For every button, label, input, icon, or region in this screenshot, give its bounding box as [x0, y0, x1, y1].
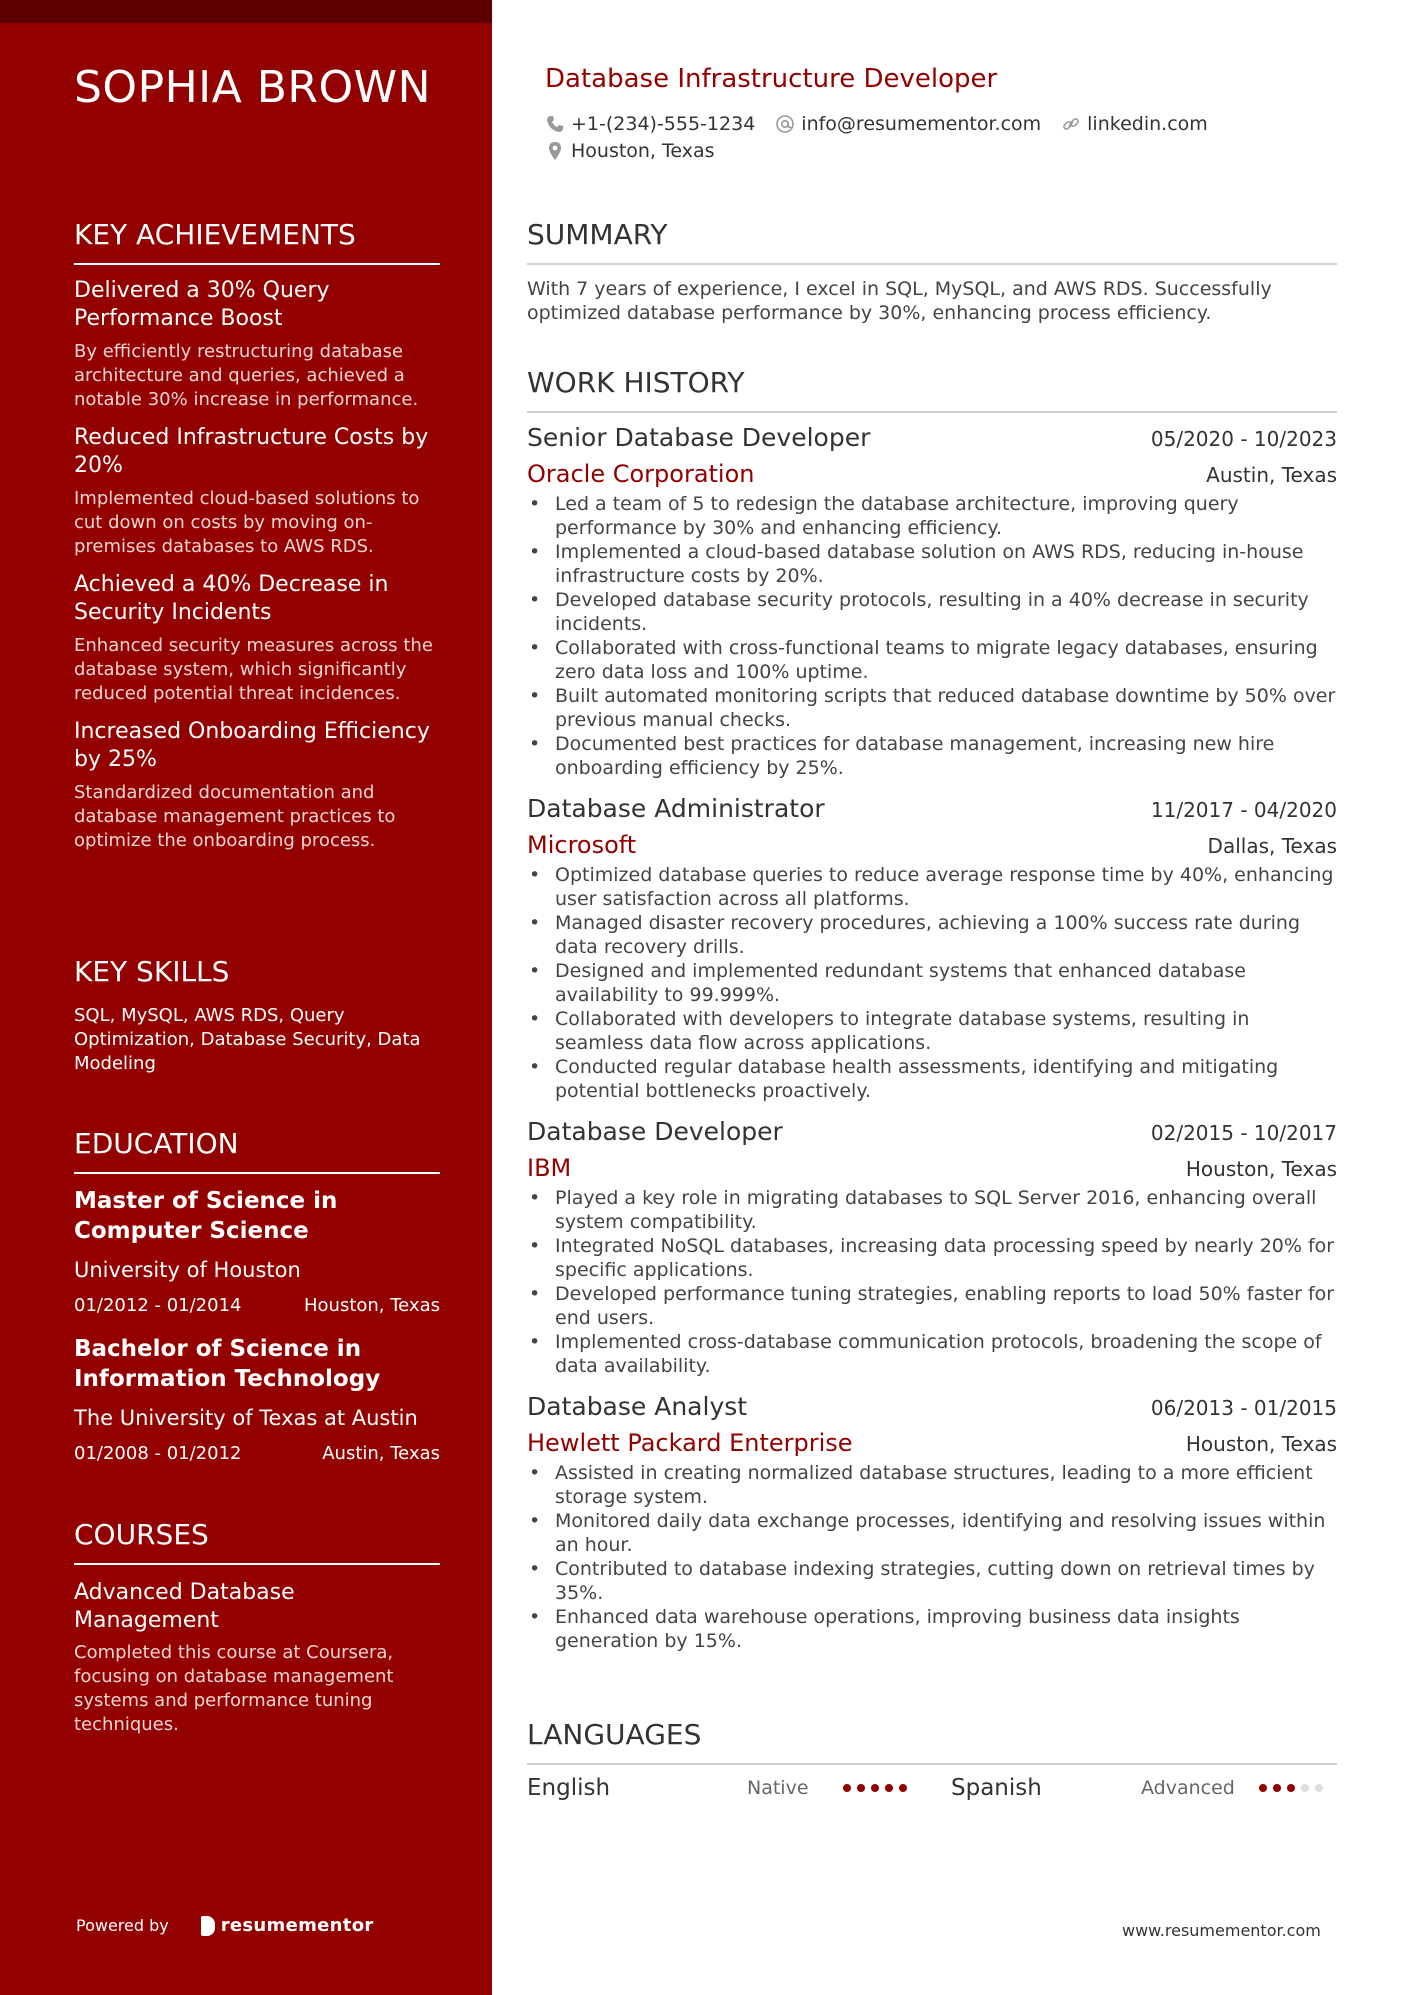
rating-dot-filled — [1287, 1784, 1295, 1792]
languages-row — [527, 1775, 1337, 1801]
phone-icon — [545, 114, 565, 134]
bullet: • Monitored daily data exchange processes, identifying and resolving issues within an hour. — [527, 1509, 1337, 1557]
bullet: • Optimized database queries to reduce average response time by 40%, enhancing user satisfaction across all platforms. — [527, 863, 1337, 911]
brand-logo-icon — [201, 1916, 215, 1936]
education-location: Austin, Texas — [322, 1443, 440, 1464]
job-bullets — [527, 1461, 1337, 1653]
candidate-name: SOPHIA BROWN — [74, 62, 432, 113]
section-heading: SUMMARY — [527, 218, 1337, 265]
location-text: Houston, Texas — [571, 140, 715, 162]
company-name: Oracle Corporation — [527, 460, 755, 488]
contact-row — [545, 113, 1228, 135]
section-heading: KEY SKILLS — [74, 955, 230, 988]
job-location: Houston, Texas — [1185, 1157, 1337, 1181]
summary-section — [527, 218, 1337, 325]
key-achievements-section — [74, 218, 440, 865]
footer-url[interactable]: www.resumementor.com — [1122, 1921, 1321, 1940]
map-pin-icon — [545, 141, 565, 161]
skills-list: SQL, MySQL, AWS RDS, Query Optimization, Database Security, Data Modeling — [74, 1005, 421, 1074]
job-bullets — [527, 492, 1337, 780]
location — [545, 140, 715, 162]
job-dates: 06/2013 - 01/2015 — [1150, 1396, 1337, 1420]
job-location: Dallas, Texas — [1207, 834, 1337, 858]
job-dates: 11/2017 - 04/2020 — [1150, 798, 1337, 822]
bullet: • Enhanced data warehouse operations, improving business data insights generation by 15%. — [527, 1605, 1337, 1653]
company-name: Hewlett Packard Enterprise — [527, 1429, 853, 1457]
achievement-title: Increased Onboarding Efficiency by 25% — [74, 719, 430, 772]
bullet: • Built automated monitoring scripts that reduced database downtime by 50% over previous manual checks. — [527, 684, 1337, 732]
company-name: Microsoft — [527, 831, 637, 859]
work-history-section — [527, 366, 1337, 1653]
bullet: • Conducted regular database health assessments, identifying and mitigating potential bottlenecks proactively. — [527, 1055, 1337, 1103]
achievement-item — [74, 571, 440, 706]
brand-logo[interactable] — [201, 1915, 374, 1936]
bullet: • Implemented cross-database communication protocols, broadening the scope of data availability. — [527, 1330, 1337, 1378]
phone[interactable] — [545, 113, 755, 135]
job-entry — [527, 794, 1337, 1103]
language-rating — [837, 1784, 951, 1792]
degree: Bachelor of Science in Information Technology — [74, 1336, 381, 1392]
bullet: • Managed disaster recovery procedures, achieving a 100% success rate during data recovery drills. — [527, 911, 1337, 959]
location-row — [545, 140, 735, 162]
language-level: Native — [747, 1777, 809, 1799]
achievement-title: Achieved a 40% Decrease in Security Incidents — [74, 572, 389, 625]
section-heading: EDUCATION — [74, 1127, 440, 1174]
job-entry — [527, 1117, 1337, 1378]
rating-dot-filled — [871, 1784, 879, 1792]
rating-dot-filled — [857, 1784, 865, 1792]
job-title: Database Infrastructure Developer — [545, 64, 998, 94]
school: The University of Texas at Austin — [74, 1406, 418, 1430]
achievement-item — [74, 718, 440, 853]
rating-dot-filled — [843, 1784, 851, 1792]
linkedin-text: linkedin.com — [1087, 113, 1208, 135]
job-role: Database Analyst — [527, 1392, 748, 1421]
rating-dot-filled — [1273, 1784, 1281, 1792]
bullet: • Integrated NoSQL databases, increasing data processing speed by nearly 20% for specific applications. — [527, 1234, 1337, 1282]
achievement-title: Reduced Infrastructure Costs by 20% — [74, 425, 429, 478]
education-item — [74, 1186, 440, 1318]
link-icon — [1061, 114, 1081, 134]
job-bullets — [527, 1186, 1337, 1378]
bullet: • Developed performance tuning strategies, enabling reports to load 50% faster for end users. — [527, 1282, 1337, 1330]
bullet: • Played a key role in migrating databases to SQL Server 2016, enhancing overall system compatibility. — [527, 1186, 1337, 1234]
job-location: Houston, Texas — [1185, 1432, 1337, 1456]
school: University of Houston — [74, 1258, 301, 1282]
education-item — [74, 1334, 440, 1466]
company-name: IBM — [527, 1154, 572, 1182]
rating-dot-filled — [899, 1784, 907, 1792]
bullet: • Contributed to database indexing strategies, cutting down on retrieval times by 35%. — [527, 1557, 1337, 1605]
achievement-description: Implemented cloud-based solutions to cut down on costs by moving on-premises databases to AWS RDS. — [74, 488, 420, 557]
section-heading: KEY ACHIEVEMENTS — [74, 218, 440, 265]
degree: Master of Science in Computer Science — [74, 1188, 338, 1244]
education-section — [74, 1127, 440, 1482]
sidebar — [0, 0, 492, 1995]
key-skills-section — [74, 955, 440, 1076]
section-heading: LANGUAGES — [527, 1718, 1337, 1765]
courses-section — [74, 1518, 440, 1737]
job-bullets — [527, 863, 1337, 1103]
bullet: • Implemented a cloud-based database solution on AWS RDS, reducing in-house infrastructure costs by 20%. — [527, 540, 1337, 588]
education-location: Houston, Texas — [303, 1295, 440, 1316]
language-rating — [1253, 1784, 1323, 1792]
rating-dot-filled — [885, 1784, 893, 1792]
bullet: • Documented best practices for database management, increasing new hire onboarding efficiency by 25%. — [527, 732, 1337, 780]
course-description: Completed this course at Coursera, focusing on database management systems and performance tuning techniques. — [74, 1642, 394, 1735]
achievement-description: By efficiently restructuring database architecture and queries, achieved a notable 30% increase in performance. — [74, 341, 419, 410]
email[interactable] — [775, 113, 1041, 135]
language-name: Spanish — [951, 1775, 1042, 1801]
at-icon — [775, 114, 795, 134]
achievement-title: Delivered a 30% Query Performance Boost — [74, 278, 330, 331]
bullet: • Collaborated with developers to integrate database systems, resulting in seamless data flow across applications. — [527, 1007, 1337, 1055]
rating-dot-empty — [1301, 1784, 1309, 1792]
rating-dot-empty — [1315, 1784, 1323, 1792]
section-heading: WORK HISTORY — [527, 366, 1337, 413]
education-dates: 01/2008 - 01/2012 — [74, 1443, 242, 1464]
course-title: Advanced Database Management — [74, 1580, 295, 1633]
achievement-item — [74, 424, 440, 559]
job-dates: 05/2020 - 10/2023 — [1150, 427, 1337, 451]
bullet: • Led a team of 5 to redesign the database architecture, improving query performance by 30% and enhancing efficiency. — [527, 492, 1337, 540]
achievement-description: Enhanced security measures across the database system, which significantly reduced potential threat incidences. — [74, 635, 433, 704]
brand-name: resumementor — [220, 1915, 374, 1936]
powered-by-label: Powered by — [76, 1916, 169, 1935]
job-role: Database Developer — [527, 1117, 783, 1146]
linkedin[interactable] — [1061, 113, 1208, 135]
email-text: info@resumementor.com — [801, 113, 1042, 135]
job-role: Senior Database Developer — [527, 423, 871, 452]
phone-text: +1-(234)-555-1234 — [571, 113, 756, 135]
language-level: Advanced — [1141, 1777, 1235, 1799]
achievement-description: Standardized documentation and database management practices to optimize the onboarding process. — [74, 782, 396, 851]
bullet: • Assisted in creating normalized database structures, leading to a more efficient storage system. — [527, 1461, 1337, 1509]
rating-dot-filled — [1259, 1784, 1267, 1792]
job-dates: 02/2015 - 10/2017 — [1150, 1121, 1337, 1145]
languages-section — [527, 1718, 1337, 1801]
job-location: Austin, Texas — [1206, 463, 1337, 487]
bullet: • Developed database security protocols, resulting in a 40% decrease in security incidents. — [527, 588, 1337, 636]
powered-by — [76, 1915, 374, 1936]
section-heading: COURSES — [74, 1518, 440, 1565]
bullet: • Collaborated with cross-functional teams to migrate legacy databases, ensuring zero data loss and 100% uptime. — [527, 636, 1337, 684]
job-entry — [527, 1392, 1337, 1653]
summary-text: With 7 years of experience, I excel in SQL, MySQL, and AWS RDS. Successfully optimized database performance by 30%, enhancing process efficiency. — [527, 278, 1272, 324]
sidebar-top-band — [0, 0, 492, 23]
achievement-item — [74, 277, 440, 412]
job-entry — [527, 423, 1337, 780]
language-name: English — [527, 1775, 611, 1801]
bullet: • Designed and implemented redundant systems that enhanced database availability to 99.999%. — [527, 959, 1337, 1007]
job-role: Database Administrator — [527, 794, 825, 823]
education-dates: 01/2012 - 01/2014 — [74, 1295, 242, 1316]
